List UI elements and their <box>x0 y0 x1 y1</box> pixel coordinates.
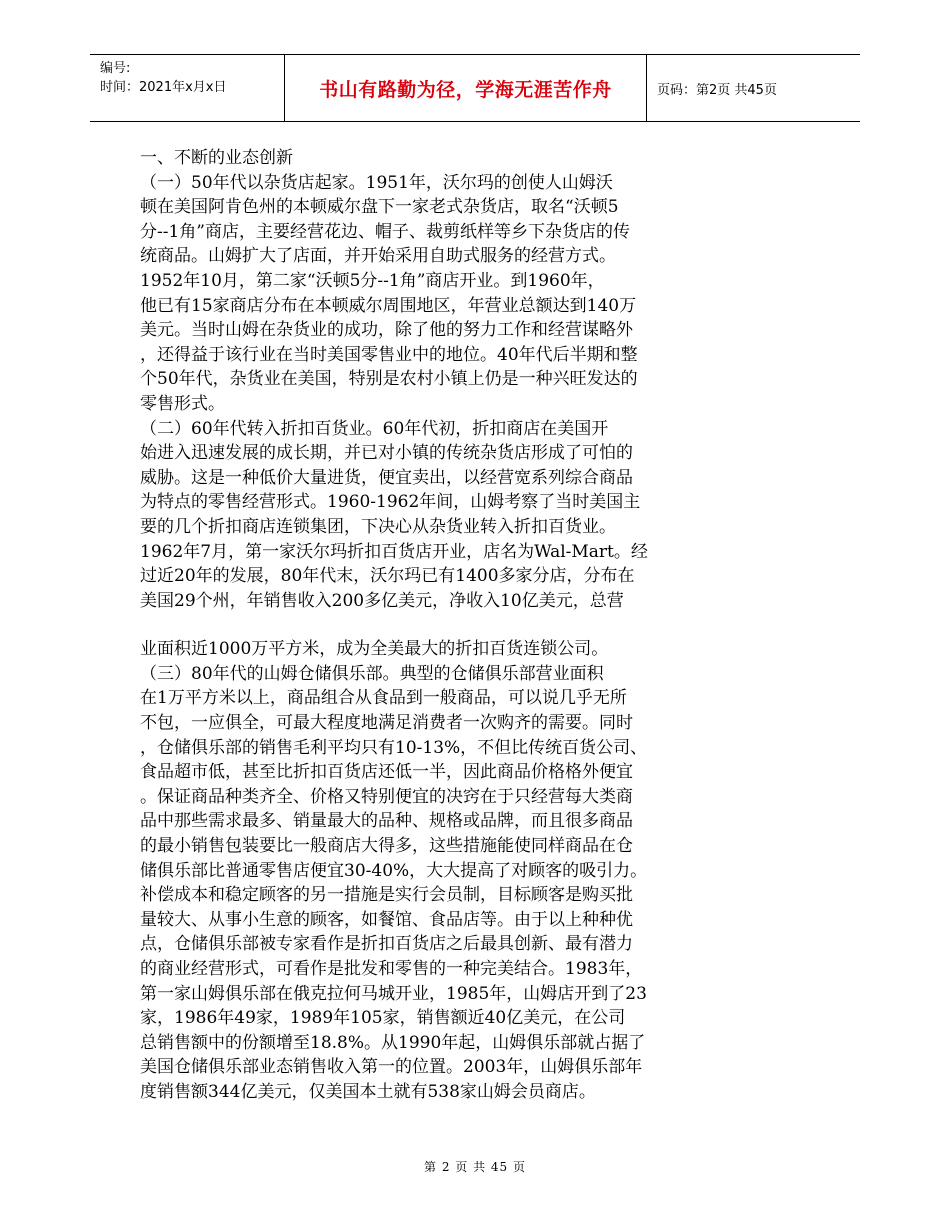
text-line: ，还得益于该行业在当时美国零售业中的地位。40年代后半期和整 <box>140 344 638 365</box>
text-line: 为特点的零售经营形式。1960-1962年间，山姆考察了当时美国主 <box>140 492 641 513</box>
text-line: 1962年7月，第一家沃尔玛折扣百货店开业，店名为Wal-Mart。经 <box>140 541 648 562</box>
header-motto: 书山有路勤为径，学海无涯苦作舟 <box>284 55 647 121</box>
text-line: 总销售额中的份额增至18.8%。从1990年起，山姆俱乐部就占据了 <box>140 1032 646 1053</box>
text-line: 的商业经营形式，可看作是批发和零售的一种完美结合。1983年， <box>140 959 643 979</box>
text-line: 在1万平方米以上，商品组合从食品到一般商品，可以说几乎无所 <box>140 688 627 709</box>
text-line: 美元。当时山姆在杂货业的成功，除了他的努力工作和经营谋略外 <box>140 320 633 341</box>
text-line: ，仓储俱乐部的销售毛利平均只有10-13%，不但比传统百货公司、 <box>140 737 648 758</box>
document-body <box>140 146 800 1105</box>
page-footer: 第 2 页 共 45 页 <box>424 1160 526 1174</box>
text-line: 零售形式。 <box>140 393 225 414</box>
header-meta <box>100 59 226 97</box>
text-line: 1952年10月，第二家“沃顿5分--1角”商店开业。到1960年， <box>140 270 605 291</box>
text-line: 一、不断的业态创新 <box>140 148 293 168</box>
text-line: 美国仓储俱乐部业态销售收入第一的位置。2003年，山姆俱乐部年 <box>140 1057 643 1078</box>
text-line: 点，仓储俱乐部被专家看作是折扣百货店之后最具创新、最有潜力 <box>140 934 633 955</box>
text-line: 度销售额344亿美元，仅美国本土就有538家山姆会员商店。 <box>140 1081 596 1102</box>
text-line: 个50年代，杂货业在美国，特别是农村小镇上仍是一种兴旺发达的 <box>140 369 638 390</box>
text-line: 不包，一应俱全，可最大程度地满足消费者一次购齐的需要。同时 <box>140 713 633 734</box>
text-line: 的最小销售包装要比一般商店大得多，这些措施能使同样商品在仓 <box>140 836 633 857</box>
header-page-info: 页码：第2页 共45页 <box>657 83 777 98</box>
text-block-2 <box>140 637 800 1104</box>
text-line: 要的几个折扣商店连锁集团，下决心从杂货业转入折扣百货业。 <box>140 516 616 537</box>
doc-number-label: 编号: <box>100 61 131 76</box>
text-line: 统商品。山姆扩大了店面，并开始采用自助式服务的经营方式。 <box>140 246 616 267</box>
text-line: （一）50年代以杂货店起家。1951年，沃尔玛的创使人山姆沃 <box>140 172 613 193</box>
text-line: 他已有15家商店分布在本顿威尔周围地区，年营业总额达到140万 <box>140 295 637 316</box>
text-line: 始进入迅速发展的成长期，并已对小镇的传统杂货店形成了可怕的 <box>140 443 633 464</box>
text-line: 储俱乐部比普通零售店便宜30-40%，大大提高了对顾客的吸引力。 <box>140 860 648 881</box>
text-line: （二）60年代转入折扣百货业。60年代初，折扣商店在美国开 <box>140 418 609 439</box>
text-line: 顿在美国阿肯色州的本顿威尔盘下一家老式杂货店，取名“沃顿5 <box>140 197 619 218</box>
text-line: 美国29个州，年销售收入200多亿美元，净收入10亿美元，总营 <box>140 590 624 611</box>
text-line: 补偿成本和稳定顾客的另一措施是实行会员制，目标顾客是购买批 <box>140 885 633 906</box>
text-line: 过近20年的发展，80年代末，沃尔玛已有1400多家分店，分布在 <box>140 566 635 587</box>
page-header <box>90 54 860 122</box>
text-line: 品中那些需求最多、销量最大的品种、规格或品牌，而且很多商品 <box>140 811 633 832</box>
text-line: 。保证商品种类齐全、价格又特别便宜的决窍在于只经营每大类商 <box>140 786 633 807</box>
text-line: 食品超市低，甚至比折扣百货店还低一半，因此商品价格格外便宜 <box>140 762 633 783</box>
text-line: 量较大、从事小生意的顾客，如餐馆、食品店等。由于以上种种优 <box>140 909 633 930</box>
text-line: （三）80年代的山姆仓储俱乐部。典型的仓储俱乐部营业面积 <box>140 663 604 684</box>
time-label: 时间：2021年x月x日 <box>100 80 227 95</box>
text-line: 分--1角”商店，主要经营花边、帽子、裁剪纸样等乡下杂货店的传 <box>140 221 630 242</box>
text-line: 第一家山姆俱乐部在俄克拉何马城开业，1985年，山姆店开到了23 <box>140 983 647 1004</box>
text-block-1 <box>140 146 800 613</box>
text-line: 业面积近1000万平方米，成为全美最大的折扣百货连锁公司。 <box>140 639 609 660</box>
text-line: 威胁。这是一种低价大量进货，便宜卖出，以经营宽系列综合商品 <box>140 467 633 488</box>
text-line: 家，1986年49家，1989年105家，销售额近40亿美元，在公司 <box>140 1008 626 1029</box>
